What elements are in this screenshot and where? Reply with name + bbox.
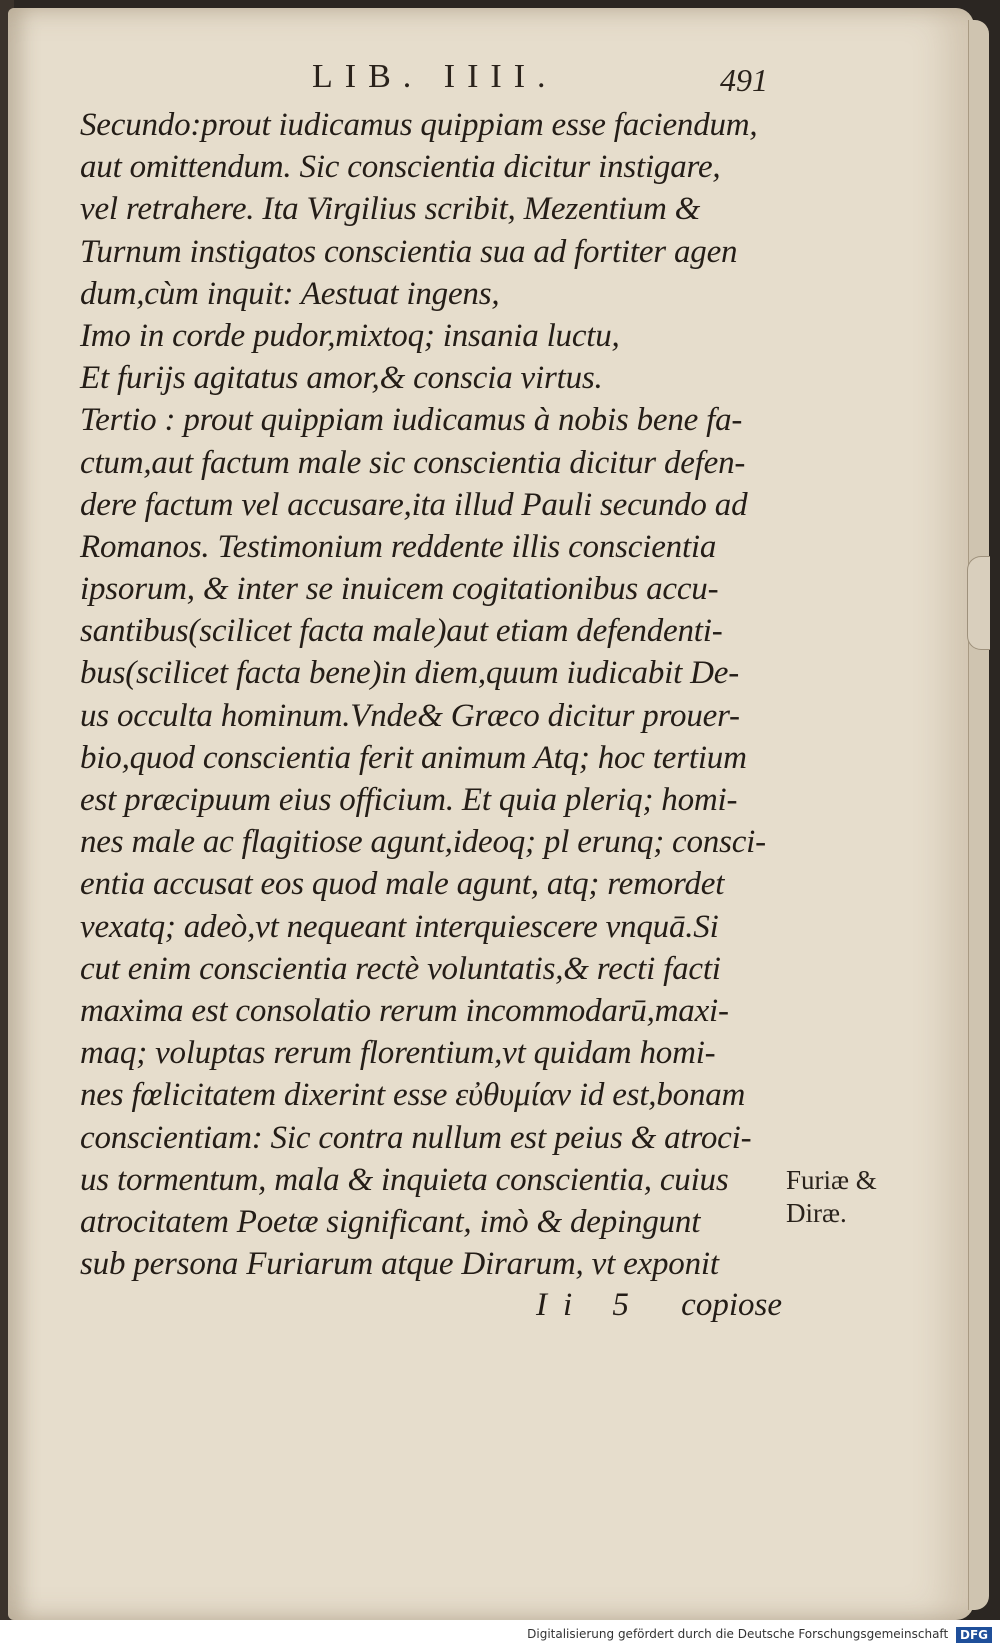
text-line: cut enim conscientia rectè voluntatis,& recti facti [80,950,721,987]
text-line: vel retrahere. Ita Virgilius scribit, Mezentium & [80,191,701,228]
thumb-tab [967,556,990,650]
text-line: us occulta hominum.Vnde& Græco dicitur prouer- [80,697,740,734]
catchword: copiose [681,1287,782,1323]
text-line: santibus(scilicet facta male)aut etiam defendenti- [80,613,723,650]
footer-text: Digitalisierung gefördert durch die Deutsche Forschungsgemeinschaft [527,1627,949,1641]
text-line: Romanos. Testimonium reddente illis conscientia [80,528,717,565]
text-line: sub persona Furiarum atque Dirarum, vt exponit [80,1246,719,1283]
signature-mark: Ii 5 [536,1287,645,1323]
marginal-note [786,1164,877,1230]
running-head: LIB. IIII. [312,58,558,95]
text-line: Secundo:prout iudicamus quippiam esse faciendum, [80,107,758,143]
text-line: maq; voluptas rerum florentium,vt quidam homi- [80,1035,716,1072]
marginal-note-line-1: Furiæ & [786,1165,877,1195]
text-line: us tormentum, mala & inquieta conscientia, cuius [80,1161,729,1198]
text-line: nes fœlicitatem dixerint esse εὐθυμίαν id est,bonam [80,1077,746,1114]
text-line: aut omittendum. Sic conscientia dicitur instigare, [80,149,721,186]
text-line: vexatq; adeò,vt nequeant interquiescere vnquā.Si [80,908,719,945]
catchword-line [536,1287,782,1324]
text-line: ipsorum, & inter se inuicem cogitationibus accu- [80,571,719,608]
text-line: bio,quod conscientia ferit animum Atq; hoc tertium [80,739,747,776]
text-line: nes male ac flagitiose agunt,ideoq; pl erunq; consci- [80,824,766,861]
text-line: maxima est consolatio rerum incommodarū,maxi- [80,992,729,1029]
text-line: est præcipuum eius officium. Et quia pleriq; homi- [80,782,738,818]
text-line: ctum,aut factum male sic conscientia dicitur defen- [80,444,746,481]
marginal-note-line-2: Diræ. [786,1198,847,1228]
text-line: Et furijs agitatus amor,& conscia virtus. [80,360,603,397]
dfg-logo: DFG [956,1627,992,1643]
page-edge [968,20,989,1610]
text-block [80,104,792,1285]
text-line: Tertio : prout quippiam iudicamus à nobis bene fa- [80,402,743,439]
text-line: dere factum vel accusare,ita illud Pauli secundo ad [80,486,748,523]
text-line: Imo in corde pudor,mixtoq; insania luctu, [80,317,620,354]
text-line: conscientiam: Sic contra nullum est peius & atroci- [80,1119,752,1156]
text-line: bus(scilicet facta bene)in diem,quum iudicabit De- [80,655,739,692]
text-line: atrocitatem Poetæ significant, imò & depingunt [80,1203,701,1240]
text-line: dum,cùm inquit: Aestuat ingens, [80,275,500,312]
page-number: 491 [720,62,768,98]
text-line: entia accusat eos quod male agunt, atq; remordet [80,866,725,903]
text-line: Turnum instigatos conscientia sua ad fortiter agen [80,233,738,270]
digitization-footer [0,1620,1000,1648]
